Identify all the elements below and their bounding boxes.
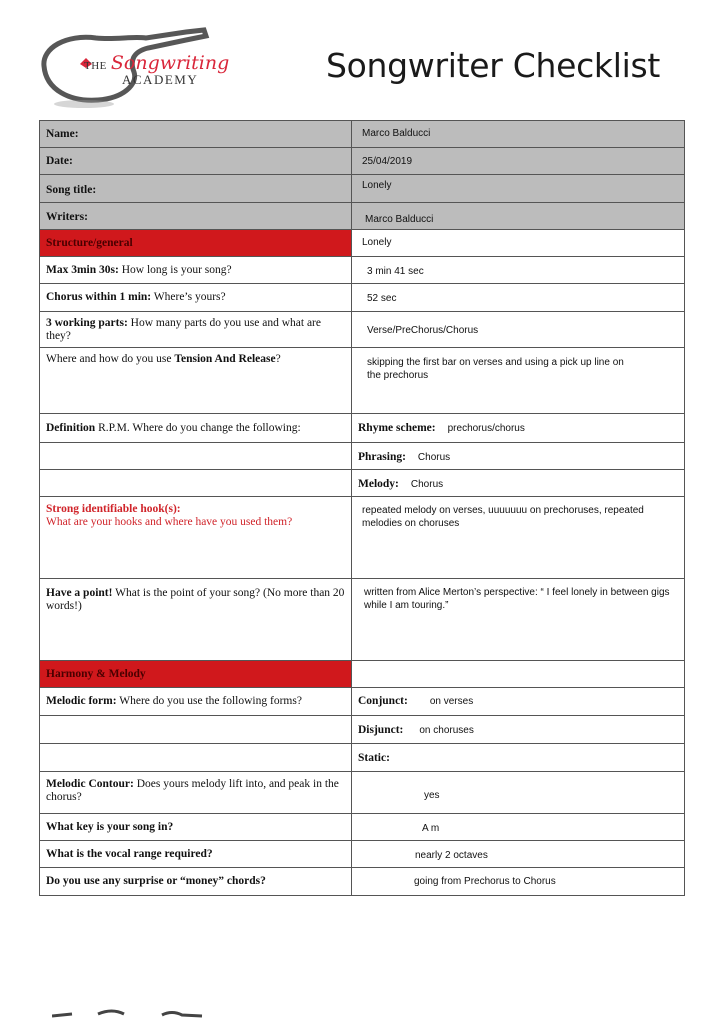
contour-label (40, 772, 352, 813)
melodic-form-label-question: Where do you use the following forms? (116, 695, 302, 707)
conjunct-cell (352, 688, 684, 715)
max-length-label-question: How long is your song? (118, 264, 232, 276)
row-chorus-within (40, 284, 684, 312)
disjunct-label: Disjunct: (358, 724, 404, 736)
logo-academy-text: ACADEMY (122, 72, 199, 87)
hook-label-bold: Strong identifiable hook(s): (46, 503, 181, 515)
key-value[interactable]: A m (422, 823, 440, 834)
hook-label-question: What are your hooks and where have you used them? (46, 516, 293, 528)
row-phrasing (40, 443, 684, 470)
row-key (40, 814, 684, 841)
row-static (40, 744, 684, 772)
tension-label-pre: Where and how do you use (46, 353, 175, 365)
static-cell (352, 744, 684, 771)
definition-label-bold: Definition (46, 422, 96, 434)
chorus-within-label-question: Where’s yours? (151, 291, 226, 303)
conjunct-label: Conjunct: (358, 695, 408, 707)
row-date (40, 148, 684, 175)
static-empty-cell (40, 744, 352, 771)
working-parts-label (40, 312, 352, 347)
row-point (40, 579, 684, 661)
row-tension (40, 348, 684, 414)
page-title: Songwriter Checklist (326, 46, 661, 85)
melody-value[interactable]: Chorus (410, 479, 444, 490)
definition-label-question: R.P.M. Where do you change the following: (95, 422, 301, 434)
row-definition (40, 414, 684, 443)
melody-cell (352, 470, 684, 496)
contour-label-bold: Melodic Contour: (46, 778, 134, 790)
working-parts-label-question: How many parts do you use and what are they? (46, 317, 321, 342)
working-parts-value[interactable]: Verse/PreChorus/Chorus (367, 325, 479, 336)
point-value[interactable]: written from Alice Merton’s perspective: “ I feel lonely in between gigs while I am touring.” (364, 587, 670, 611)
point-label-question: What is the point of your song? (No more than 20 words!) (46, 587, 345, 612)
disjunct-value[interactable]: on choruses (419, 725, 474, 736)
disjunct-cell (352, 716, 684, 743)
structure-section-heading: Structure/general (40, 230, 352, 256)
contour-label-question: Does yours melody lift into, and peak in the chorus? (46, 778, 339, 803)
page-edge-mark (52, 1008, 232, 1018)
row-harmony (40, 661, 684, 688)
writers-label: Writers: (40, 203, 352, 229)
range-value[interactable]: nearly 2 octaves (415, 850, 488, 861)
contour-value[interactable]: yes (424, 790, 440, 801)
surprise-label: Do you use any surprise or “money” chords? (40, 868, 352, 895)
song-title-value[interactable]: Lonely (352, 175, 684, 202)
row-range (40, 841, 684, 868)
phrasing-value[interactable]: Chorus (417, 452, 451, 463)
row-hook (40, 497, 684, 579)
phrasing-empty-cell (40, 443, 352, 469)
point-label-bold: Have a point! (46, 587, 113, 599)
working-parts-label-bold: 3 working parts: (46, 317, 128, 329)
structure-value[interactable]: Lonely (362, 237, 392, 248)
melody-label: Melody: (358, 478, 399, 490)
conjunct-value[interactable]: on verses (429, 696, 474, 707)
chorus-within-label (40, 284, 352, 311)
tension-value[interactable]: skipping the first bar on verses and using a pick up line on the prechorus (367, 357, 624, 381)
chorus-within-value[interactable]: 52 sec (367, 293, 397, 304)
writers-value[interactable]: Marco Balducci (352, 203, 684, 229)
harmony-section-heading: Harmony & Melody (40, 661, 352, 687)
max-length-value[interactable]: 3 min 41 sec (367, 266, 424, 277)
point-label (40, 579, 352, 660)
logo-songwriting-text: Songwriting (110, 52, 230, 74)
row-contour (40, 772, 684, 814)
checklist-table (39, 120, 685, 896)
melody-empty-cell (40, 470, 352, 496)
melodic-form-label (40, 688, 352, 715)
song-title-label: Song title: (40, 175, 352, 202)
range-label: What is the vocal range required? (40, 841, 352, 867)
max-length-label-bold: Max 3min 30s: (46, 264, 119, 276)
chorus-within-label-bold: Chorus within 1 min: (46, 291, 152, 303)
row-melodic-form (40, 688, 684, 716)
tension-label-bold: Tension And Release (174, 353, 276, 365)
hook-label (40, 497, 352, 578)
tension-label (40, 348, 352, 413)
date-value[interactable]: 25/04/2019 (352, 148, 684, 174)
row-song-title (40, 175, 684, 203)
definition-label (40, 414, 352, 442)
phrasing-label: Phrasing: (358, 451, 406, 463)
key-label: What key is your song in? (40, 814, 352, 840)
tension-label-post: ? (275, 353, 281, 365)
row-max-length (40, 257, 684, 284)
academy-logo (36, 26, 246, 112)
rhyme-scheme-cell (352, 414, 684, 442)
row-writers (40, 203, 684, 230)
row-structure (40, 230, 684, 257)
row-name (40, 121, 684, 148)
rhyme-scheme-label: Rhyme scheme: (358, 422, 436, 434)
name-label: Name: (40, 121, 352, 147)
melodic-form-label-bold: Melodic form: (46, 695, 117, 707)
row-disjunct (40, 716, 684, 744)
name-value[interactable]: Marco Balducci (352, 121, 684, 147)
date-label: Date: (40, 148, 352, 174)
row-working-parts (40, 312, 684, 348)
row-surprise (40, 868, 684, 895)
phrasing-cell (352, 443, 684, 469)
hook-value[interactable]: repeated melody on verses, uuuuuuu on prechoruses, repeated melodies on choruses (362, 505, 644, 529)
max-length-label (40, 257, 352, 283)
surprise-value[interactable]: going from Prechorus to Chorus (414, 876, 556, 887)
disjunct-empty-cell (40, 716, 352, 743)
logo-the-text: THE (84, 60, 107, 72)
rhyme-scheme-value[interactable]: prechorus/chorus (447, 423, 525, 434)
static-label: Static: (358, 752, 390, 764)
harmony-empty-cell (352, 661, 684, 687)
row-melody (40, 470, 684, 497)
